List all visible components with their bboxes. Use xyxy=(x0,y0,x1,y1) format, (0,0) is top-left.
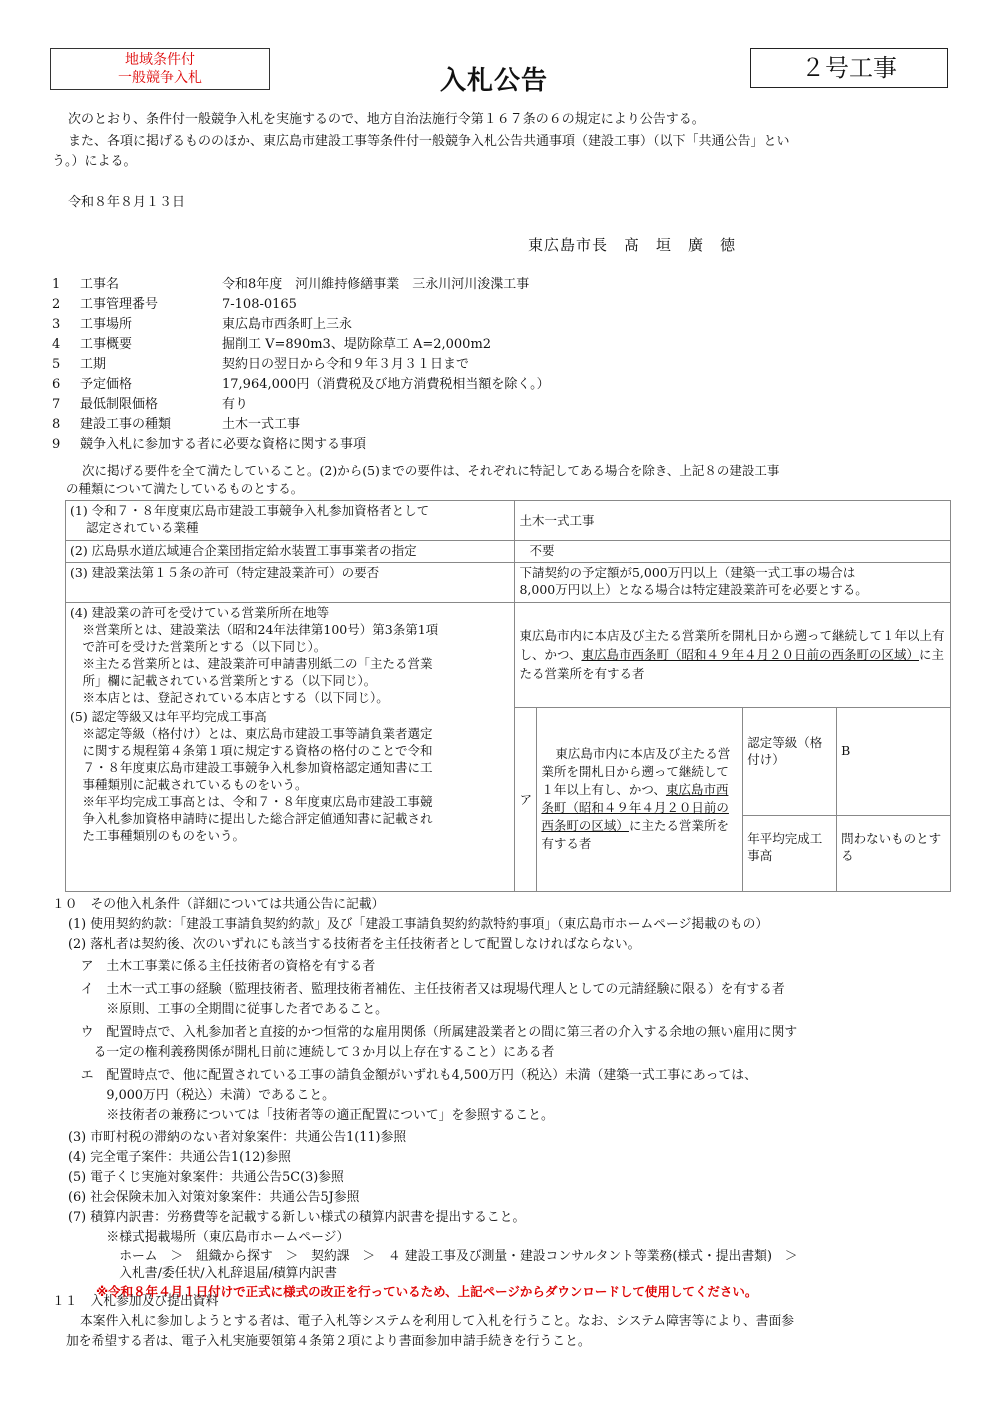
section9-intro-2: の種類について満たしているものとする。 xyxy=(66,481,304,496)
table-cell: 東広島市内に本店及び主たる営業所を開札日から遡って継続して１年以上有し、かつ、東広島市西条町（昭和４９年４月２０日前の西条町の区域）に主たる営業所を有する者 xyxy=(515,603,951,708)
list-item: (3) 市町村税の滞納のない者対象案件：共通公告1(11)参照 xyxy=(68,1130,407,1145)
list-item: 9 競争入札に参加する者に必要な資格に関する事項 xyxy=(52,437,367,452)
list-item: (1) 使用契約約款：「建設工事請負契約約款」及び「建設工事請負契約約款特約事項」（東広島市ホームページ掲載のもの） xyxy=(68,917,769,932)
intro-paragraph-2a: また、各項に掲げるもののほか、東広島市建設工事等条件付一般競争入札公告共通事項（建設工事）（以下「共通公告」とい xyxy=(68,134,790,149)
list-item: 3 工事場所 東広島市西条町上三永 xyxy=(52,317,353,332)
table-row xyxy=(66,563,951,603)
page-title: 入札公告 xyxy=(440,66,549,96)
list-item: ホーム ＞ 組織から探す ＞ 契約課 ＞ ４ 建設工事及び測量・建設コンサルタント等業務(様式・提出書類) ＞ xyxy=(68,1249,798,1264)
list-item: 1 工事名 令和8年度 河川維持修繕事業 三永川河川浚渫工事 xyxy=(52,277,530,292)
list-item: (4) 完全電子案件：共通公告1(12)参照 xyxy=(68,1150,291,1165)
bid-type-line1: 地域条件付 xyxy=(125,52,195,68)
table-cell: 不要 xyxy=(515,541,951,563)
table-row xyxy=(66,603,951,708)
list-item: ※技術者の兼務については「技術者等の適正配置について」を参照すること。 xyxy=(68,1108,554,1123)
table-cell: 問わないものとする xyxy=(837,815,951,891)
list-item: エ 配置時点で、他に配置されている工事の請負金額がいずれも4,500万円（税込）未満（建築一式工事にあっては、 xyxy=(68,1068,757,1083)
list-item: 9,000万円（税込）未満）であること。 xyxy=(68,1088,335,1103)
list-item: (6) 社会保険未加入対策対象案件：共通公告5J参照 xyxy=(68,1190,360,1205)
list-item: ※原則、工事の全期間に従事した者であること。 xyxy=(68,1002,388,1017)
section11-paragraph-2: 加を希望する者は、電子入札実施要領第４条第２項により書面参加申請手続きを行うこと。 xyxy=(66,1334,591,1349)
list-item: ※様式掲載場所（東広島市ホームページ） xyxy=(68,1230,350,1245)
table-cell: B xyxy=(837,707,951,815)
notice-date: 令和８年８月１３日 xyxy=(68,195,186,210)
table-row xyxy=(66,541,951,563)
table-cell: 下請契約の予定額が5,000万円以上（建築一式工事の場合は 8,000万円以上）となる場合は特定建設業許可を必要とする。 xyxy=(515,563,951,603)
section9-intro-1: 次に掲げる要件を全て満たしていること。(2)から(5)までの要件は、それぞれに特記してある場合を除き、上記８の建設工事 xyxy=(82,463,780,478)
list-item: イ 土木一式工事の経験（監理技術者、監理技術者補佐、主任技術者又は現場代理人としての元請経験に限る）を有する者 xyxy=(68,982,785,997)
table-cell: (3) 建設業法第１５条の許可（特定建設業許可）の要否 xyxy=(66,563,515,603)
table-cell: (1) 令和７・８年度東広島市建設工事競争入札参加資格者として 認定されている業種 xyxy=(66,501,515,541)
list-item: ウ 配置時点で、入札参加者と直接的かつ恒常的な雇用関係（所属建設業者との間に第三者の介入する余地の無い雇用に関す xyxy=(68,1025,798,1040)
list-item: (7) 積算内訳書：労務費等を記載する新しい様式の積算内訳書を提出すること。 xyxy=(68,1210,526,1225)
section11 xyxy=(52,1292,952,1352)
project-number-box: ２号工事 xyxy=(750,48,948,88)
list-item: 4 工事概要 掘削工 V=890m3、堤防除草工 A=2,000m2 xyxy=(52,337,492,352)
section11-heading: １１ 入札参加及び提出資料 xyxy=(52,1294,219,1309)
table-cell: ア xyxy=(515,707,537,891)
format-revision-notice: ※令和８年４月１日付けで正式に様式の改正を行っているため、上記ページからダウンロードして使用してください。 xyxy=(96,1284,758,1299)
list-item: (5) 電子くじ実施対象案件：共通公告5C(3)参照 xyxy=(68,1170,344,1185)
intro-paragraph-1: 次のとおり、条件付一般競争入札を実施するので、地方自治法施行令第１６７条の６の規定により公告する。 xyxy=(68,112,705,127)
list-item: 入札書/委任状/入札辞退届/積算内訳書 xyxy=(68,1266,337,1281)
item-list xyxy=(52,275,952,455)
list-item: 5 工期 契約日の翌日から令和９年３月３１日まで xyxy=(52,357,470,372)
bid-type-line2: 一般競争入札 xyxy=(118,70,202,86)
mayor-signature: 東広島市長 髙 垣 廣 徳 xyxy=(528,236,737,254)
section10-heading: １０ その他入札条件（詳細については共通公告に記載） xyxy=(52,897,385,912)
table-cell: (4) 建設業の許可を受けている営業所所在地等 ※営業所とは、建設業法（昭和24年法律第100号）第3条第1項 で許可を受けた営業所とする（以下同じ）。 ※主たる営業所とは、建設業許可申請書別紙二の「主たる営業 所」欄に記載されている営業所とする（以下同じ）。 ※本店とは、登記されている本店とする（以下同じ）。 xyxy=(66,603,515,708)
list-item: る一定の権利義務関係が開札日前に連続して３か月以上存在すること）にある者 xyxy=(68,1045,555,1060)
table-cell: 東広島市内に本店及び主たる営業所を開札日から遡って継続して１年以上有し、かつ、東広島市西条町（昭和４９年４月２０日前の西条町の区域）に主たる営業所を有する者 xyxy=(537,707,743,891)
table-row xyxy=(66,707,951,815)
list-item: ア 土木工事業に係る主任技術者の資格を有する者 xyxy=(68,959,376,974)
table-row xyxy=(66,501,951,541)
table-cell: 年平均完成工事高 xyxy=(743,815,837,891)
table-cell: 土木一式工事 xyxy=(515,501,951,541)
list-item: 7 最低制限価格 有り xyxy=(52,397,249,412)
intro-paragraph-2b: う。）による。 xyxy=(52,154,137,169)
table-cell: (2) 広島県水道広域連合企業団指定給水装置工事事業者の指定 xyxy=(66,541,515,563)
list-item: 8 建設工事の種類 土木一式工事 xyxy=(52,417,301,432)
table-cell: (5) 認定等級又は年平均完成工事高 ※認定等級（格付け）とは、東広島市建設工事等請負業者選定 に関する規程第４条第１項に規定する資格の格付のことで令和 ７・８年度東広島市建設工事競争入札参加資格認定通知書に工 事種類別に記載されているものをいう。 ※年平均完成工事高とは、令和７・８年度東広島市建設工事競 争入札参加資格申請時に提出した総合評定値通知書に記載され た工事種類別のものをいう。 xyxy=(66,707,515,891)
section10 xyxy=(52,895,952,1302)
section11-paragraph-1: 本案件入札に参加しようとする者は、電子入札等システムを利用して入札を行うこと。なお、システム障害等により、書面参 xyxy=(80,1314,795,1329)
list-item: 2 工事管理番号 7-108-0165 xyxy=(52,297,297,312)
list-item: 6 予定価格 17,964,000円（消費税及び地方消費税相当額を除く。） xyxy=(52,377,550,392)
list-item: (2) 落札者は契約後、次のいずれにも該当する技術者を主任技術者として配置しなければならない。 xyxy=(68,937,641,952)
bid-type-tag xyxy=(50,48,270,90)
requirements-table xyxy=(65,500,951,892)
table-cell: 認定等級（格付け） xyxy=(743,707,837,815)
